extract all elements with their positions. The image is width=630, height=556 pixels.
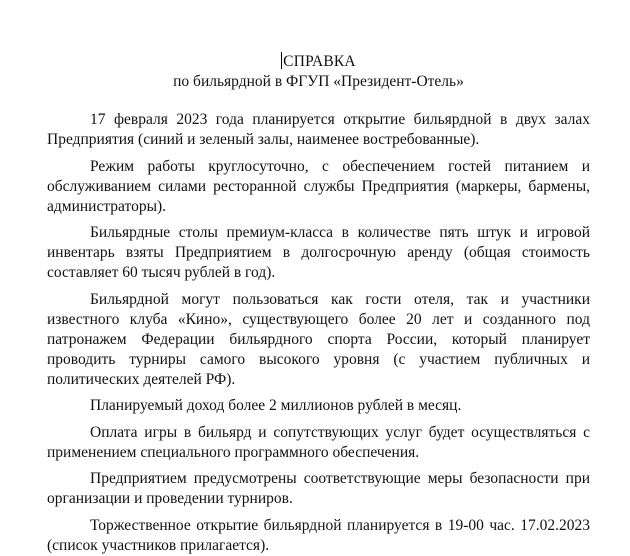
paragraph: Торжественное открытие бильярдной планируется в 19-00 час. 17.02.2023 (список участников прилагается). [47, 516, 590, 554]
title-line [47, 52, 590, 72]
document-body [47, 110, 590, 556]
document-title-text: СПРАВКА [283, 53, 356, 70]
document-title [281, 52, 356, 72]
document-header [47, 52, 590, 92]
document-subtitle: по бильярдной в ФГУП «Президент-Отель» [173, 73, 464, 90]
paragraph: Бильярдные столы премиум-класса в количестве пять штук и игровой инвентарь взяты Предприятием в долгосрочную аренду (общая стоимость составляет 60 тысяч рублей в год). [47, 224, 590, 281]
paragraph: Оплата игры в бильярд и сопутствующих услуг будет осуществляться с применением специального программного обеспечения. [47, 423, 590, 461]
paragraph: Бильярдной могут пользоваться как гости отеля, так и участники известного клуба «Кино», существующего более 20 лет и созданного под патронажем Федерации бильярдного спорта России, который планирует проводить турниры самого высокого уровня (с участием публичных и политических деятелей РФ). [47, 290, 590, 388]
paragraph: Планируемый доход более 2 миллионов рублей в месяц. [90, 397, 462, 414]
paragraph: 17 февраля 2023 года планируется открытие бильярдной в двух залах Предприятия (синий и зеленый залы, наименее востребованные). [47, 111, 590, 148]
paragraph: Предприятием предусмотрены соответствующие меры безопасности при организации и проведении турниров. [47, 470, 590, 507]
paragraph: Режим работы круглосуточно, с обеспечением гостей питанием и обслуживанием силами ресторанной службы Предприятия (маркеры, бармены, администраторы). [47, 157, 590, 215]
